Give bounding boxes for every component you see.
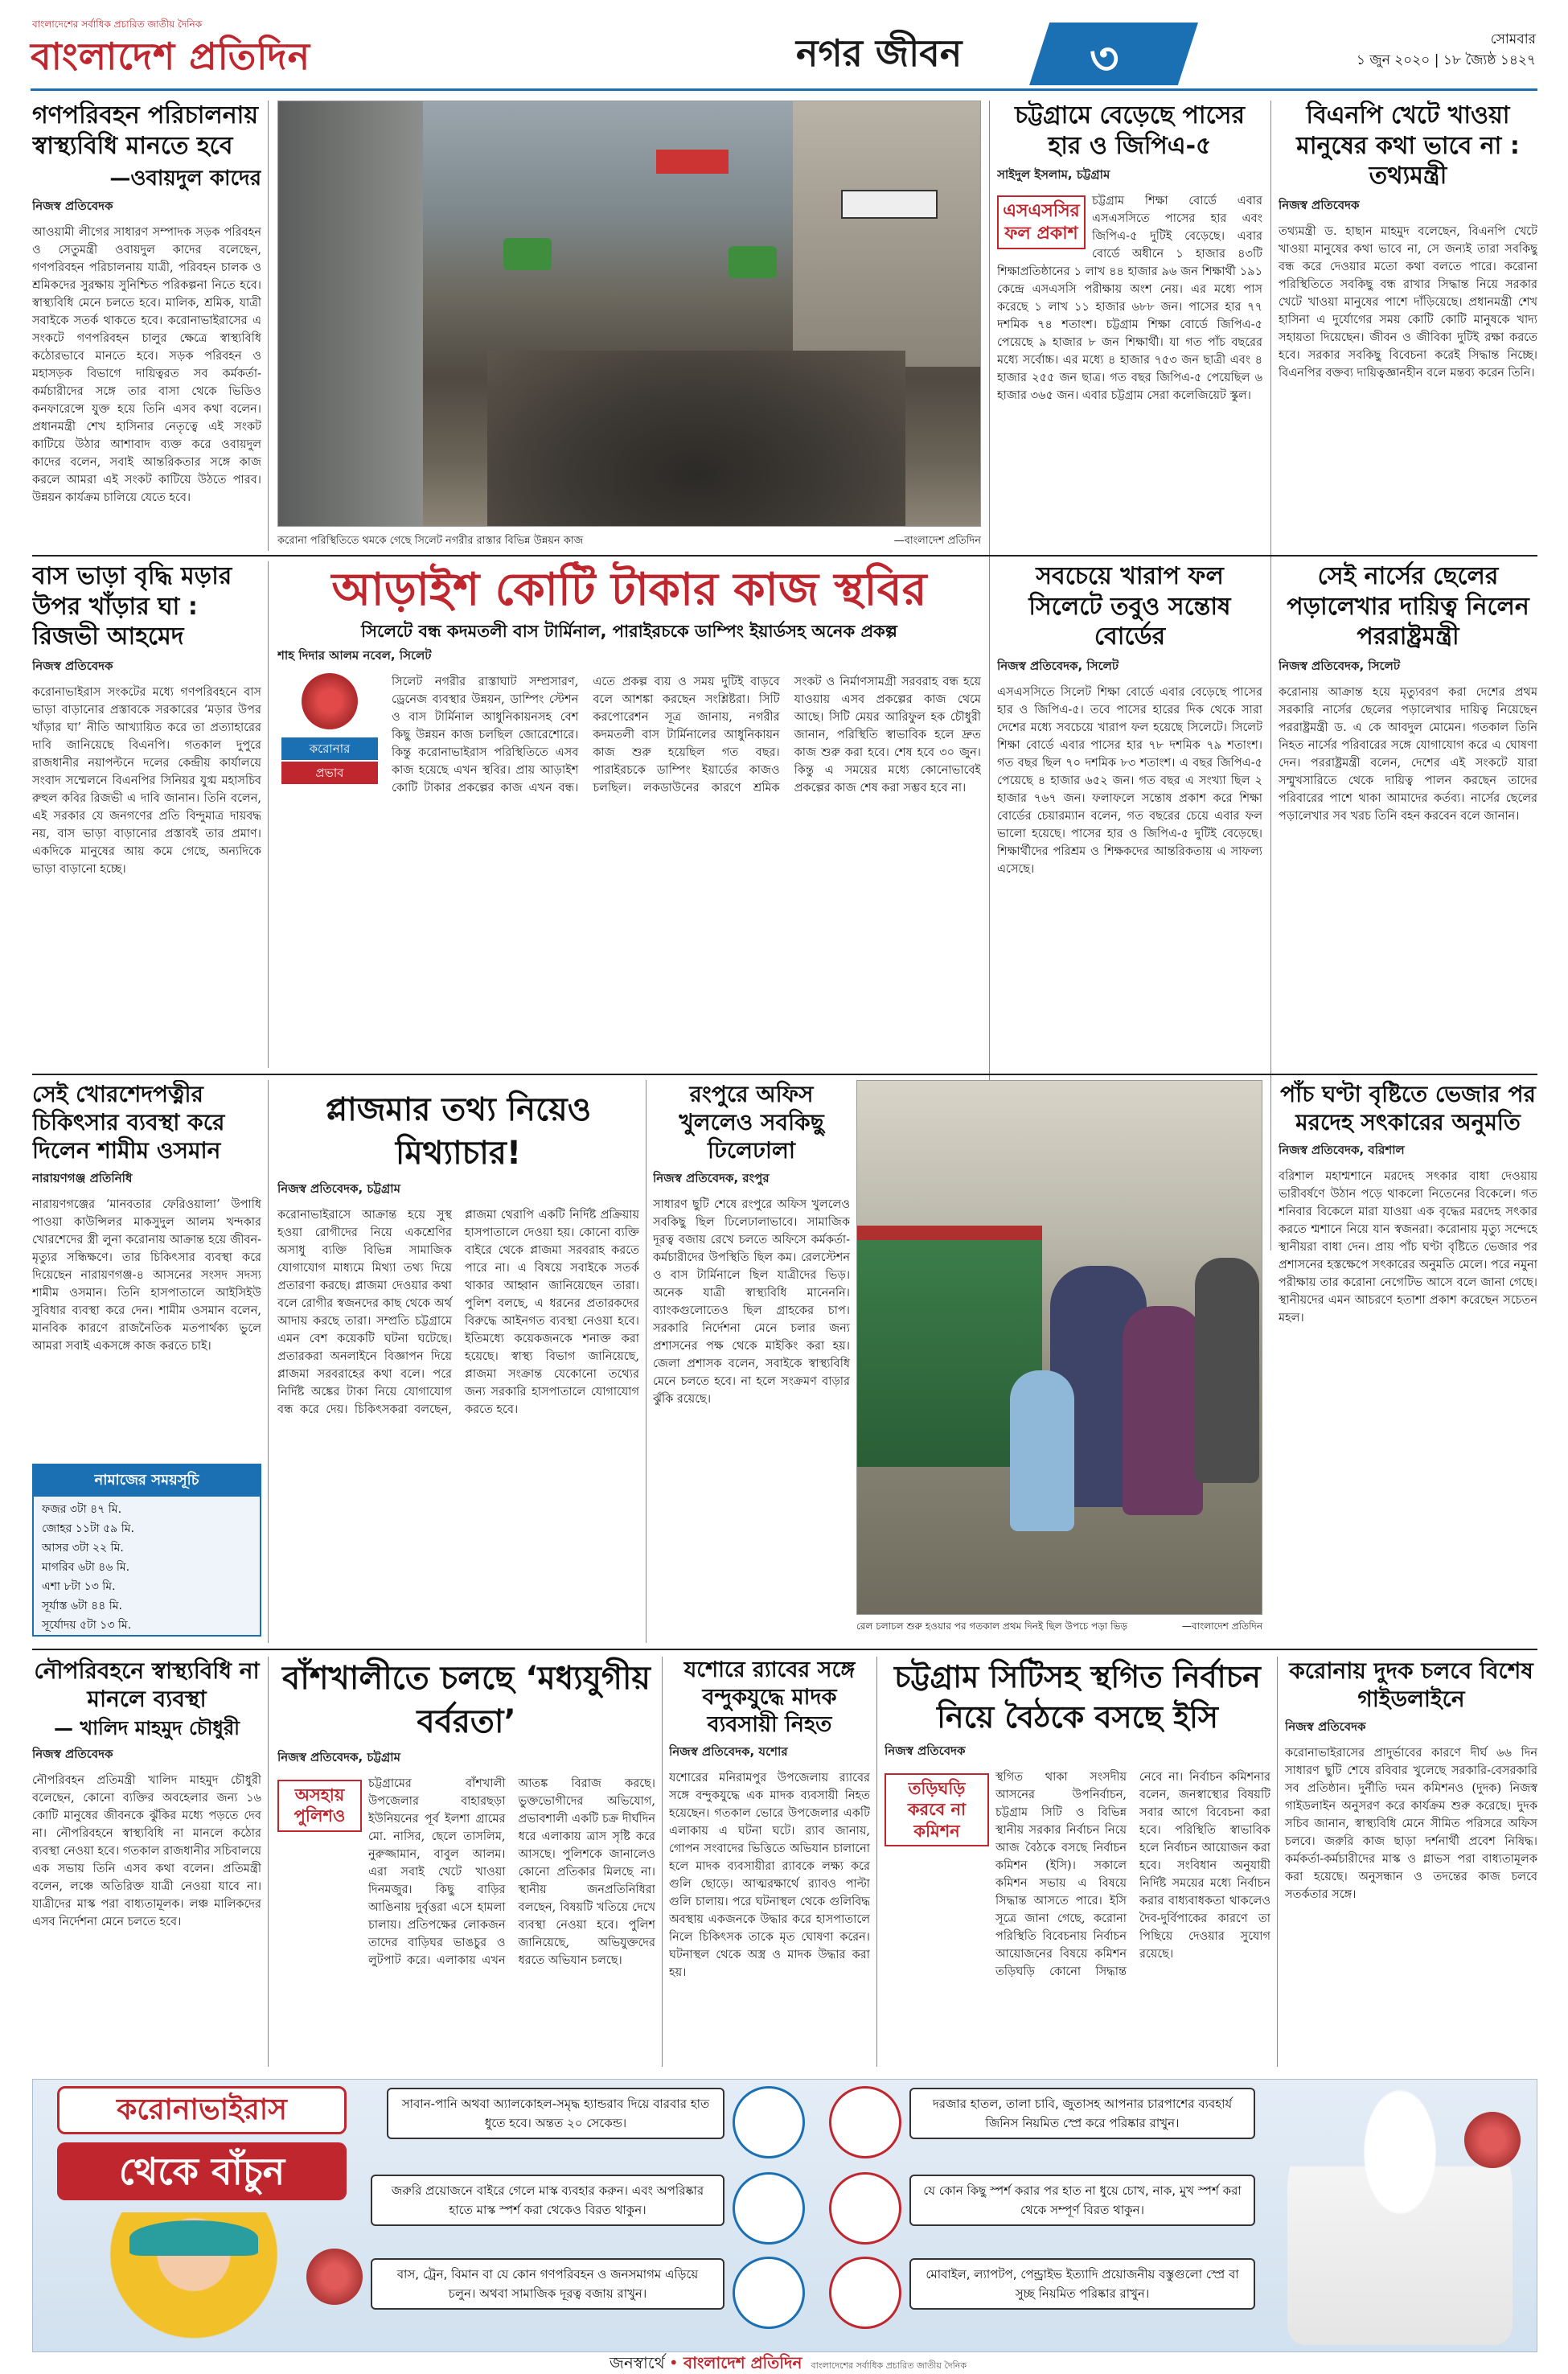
lead-subhead: সিলেটে বন্ধ কদমতলী বাস টার্মিনাল, পারাইরচকে ডাম্পিং ইয়ার্ডসহ অনেক প্রকল্প bbox=[361, 622, 897, 641]
article-body: তথ্যমন্ত্রী ড. হাছান মাহমুদ বলেছেন, বিএনপি খেটে খাওয়া মানুষের কথা ভাবে না, সে জন্যই তারা সবকিছু বন্ধ করে দেওয়ার মতো কথা বলতে পারে। করোনা পরিস্থিতিতে সবকিছু বন্ধ রাখার সিদ্ধান্ত নিয়ে সরকার খেটে খাওয়া মানুষের পাশে দাঁড়িয়েছে। প্রধানমন্ত্রী শেখ হাসিনা এ দুর্যোগের সময় কোটি কোটি মানুষকে খাদ্য সহায়তা দিয়েছেন। জীবন ও জীবিকা দুটিই রক্ষা করতে হবে। সরকার সবকিছু বিবেচনা করেই সিদ্ধান্ত নিচ্ছে। বিএনপির বক্তব্য দায়িত্বজ্ঞানহীন বলে মন্তব্য করেন তিনি। bbox=[1279, 224, 1537, 380]
article-byline: নিজস্ব প্রতিবেদক, সিলেট bbox=[1279, 658, 1401, 673]
article-headline: চট্টগ্রামে বেড়েছে পাসের হার ও জিপিএ-৫ bbox=[1015, 101, 1245, 160]
article-inset-label: তড়িঘড়ি করবে না কমিশন bbox=[885, 1773, 989, 1846]
article-byline: নারায়ণগঞ্জ প্রতিনিধি bbox=[32, 1171, 133, 1185]
article-body: বরিশাল মহাশ্মশানে মরদেহ সৎকার বাধা দেওয়ায় ভারীবর্ষণে উঠান পড়ে থাকলো নিতেনের বিকেলে। গত শনিবার বিকেলে মারা যাওয়া এক বৃদ্ধের মরদেহ সৎকার করতে শ্মশানে নিয়ে যান স্বজনরা। করোনায় মৃত্যু সন্দেহে স্থানীয়রা বাধা দেন। প্রায় পাঁচ ঘণ্টা বৃষ্টিতে ভেজার পর প্রশাসনের হস্তক্ষেপে সৎকারের অনুমতি মেলে। পরে নমুনা পরীক্ষায় তার করোনা নেগেটিভ আসে বলে জানা গেছে। স্থানীয়দের এমন আচরণে হতাশা প্রকাশ করেছেন সচেতন মহল। bbox=[1279, 1170, 1537, 1325]
ad-coronavirus bbox=[32, 2079, 1537, 2352]
article-body: এসএসসিতে সিলেট শিক্ষা বোর্ডে এবার বেড়েছে পাসের হার ও জিপিএ-৫। তবে পাসের হারের দিক থেকে সারা দেশের মধ্যে সবচেয়ে খারাপ ফল হয়েছে সিলেটে। সিলেট শিক্ষা বোর্ডে এবার পাসের হার ৭৮ দশমিক ৭৯ শতাংশ। গত বছর ছিল ৭০ দশমিক ৮৩ শতাংশ। এ বছর জিপিএ-৫ পেয়েছে ৪ হাজার ৬৫২ জন। গত বছর এ সংখ্যা ছিল ২ হাজার ৭৬৭ জন। ফলাফলে সন্তোষ প্রকাশ করে শিক্ষা বোর্ডের চেয়ারম্যান বলেন, গত বছরের চেয়ে এবার ফল ভালো হয়েছে। পাসের হার ও জিপিএ-৫ দুটিই বেড়েছে। শিক্ষার্থীদের পরিশ্রম ও শিক্ষকদের আন্তরিকতায় এ সাফল্য এসেছে। bbox=[997, 685, 1262, 876]
section-banner bbox=[764, 23, 1214, 87]
article-body: নারায়ণগঞ্জের ‘মানবতার ফেরিওয়ালা’ উপাধি পাওয়া কাউন্সিলর মাকসুদুল আলম খন্দকার খোরশেদের স্ত্রী লুনা করোনায় আক্রান্ত হয়ে জীবন-মৃত্যুর সন্ধিক্ষণে। তার চিকিৎসার ব্যবস্থা করে দিয়েছেন নারায়ণগঞ্জ-৪ আসনের সংসদ সদস্য শামীম ওসমান। তিনি হাসপাতালে আইসিইউ সুবিধার ব্যবস্থা করে দেন। শামীম ওসমান বলেন, মানবিক কারণে রাজনৈতিক মতপার্থক্য ভুলে আমরা সবাই একসঙ্গে কাজ করতে চাই। bbox=[32, 1198, 261, 1353]
ad-tip-clean-devices: মোবাইল, ল্যাপটপ, পেন্ড্রাইভ ইত্যাদি প্রয়োজনীয় বস্তুগুলো স্প্রে বা সুচ্ছ নিয়মিত পরিষ্কার রাখুন। bbox=[909, 2258, 1255, 2310]
article-rangpur-office bbox=[653, 1080, 850, 1643]
photo-shop-sign bbox=[656, 150, 729, 174]
article-headline: বাস ভাড়া বৃদ্ধি মড়ার উপর খাঁড়ার ঘা : রিজভী আহমেদ bbox=[32, 562, 232, 651]
article-river-transport bbox=[32, 1657, 261, 2067]
article-info-minister bbox=[1279, 101, 1537, 551]
section-label: নগর জীবন bbox=[796, 31, 963, 75]
article-body: করোনায় আক্রান্ত হয়ে মৃত্যুবরণ করা দেশের প্রথম সরকারি নার্সের ছেলের পড়ালেখার দায়িত্ব নিয়েছেন পররাষ্ট্রমন্ত্রী ড. এ কে আবদুল মোমেন। গতকাল তিনি নিহত নার্সের পরিবারের সঙ্গে যোগাযোগ করে এ ঘোষণা দেন। পররাষ্ট্রমন্ত্রী বলেন, দেশের এই সংকটে যারা সম্মুখসারিতে থেকে দায়িত্ব পালন করছেন তাদের পরিবারের পাশে থাকা আমাদের কর্তব্য। নার্সের ছেলের পড়ালেখার সব খরচ তিনি বহন করবেন বলে জানান। bbox=[1279, 685, 1537, 823]
photo-cng-vehicle bbox=[503, 238, 552, 270]
photo-cng-vehicle bbox=[729, 246, 777, 278]
ad-title-2: থেকে বাঁচুন bbox=[57, 2142, 347, 2200]
ad-footer-left: জনস্বার্থে bbox=[609, 2353, 665, 2372]
article-headline: প্লাজমার তথ্য নিয়েও মিথ্যাচার! bbox=[325, 1091, 592, 1172]
prayer-times-list bbox=[34, 1497, 260, 1638]
article-byline: নিজস্ব প্রতিবেদক, রংপুর bbox=[653, 1171, 770, 1185]
ad-tip-handwash: সাবান-পানি অথবা অ্যালকোহল-সমৃদ্ধ হ্যান্ডরাব দিয়ে বারবার হাত ধুতে হবে। অন্তত ২০ সেকেন্ড। bbox=[387, 2088, 724, 2139]
ad-cap bbox=[129, 2220, 258, 2256]
article-headline: রংপুরে অফিস খুললেও সবকিছু ঢিলেঢালা bbox=[679, 1081, 824, 1164]
article-byline: নিজস্ব প্রতিবেদক bbox=[32, 198, 113, 213]
lead-graphic bbox=[277, 673, 382, 794]
photo-person bbox=[1123, 1306, 1203, 1515]
prayer-time-row: জোহর ১১টা ৫৯ মি. bbox=[42, 1522, 134, 1535]
ad-tip-no-touch: যে কোন কিছু স্পর্শ করার পর হাত না ধুয়ে চোখ, নাক, মুখ স্পর্শ করা থেকে সম্পূর্ণ বিরত থাকুন। bbox=[909, 2175, 1255, 2226]
photo-caption-text: করোনা পরিস্থিতিতে থমকে গেছে সিলেট নগরীর রাস্তার বিভিন্ন উন্নয়ন কাজ bbox=[277, 535, 584, 547]
article-body: করোনাভাইরাসের প্রাদুর্ভাবের কারণে দীর্ঘ ৬৬ দিন সাধারণ ছুটি শেষে রবিবার খুলেছে সরকারি-বেসরকারি সব প্রতিষ্ঠান। দুর্নীতি দমন কমিশনও (দুদক) নিজস্ব গাইডলাইন অনুসরণ করে কার্যক্রম শুরু করেছে। দুদক সচিব জানান, স্বাস্থ্যবিধি মেনে সীমিত পরিসরে অফিস চলবে। জরুরি কাজ ছাড়া দর্শনার্থী প্রবেশ নিষিদ্ধ। কর্মকর্তা-কর্মচারীদের মাস্ক ও গ্লাভস পরা বাধ্যতামূলক করা হয়েছে। অনুসন্ধান ও তদন্তের কাজ চলবে সতর্কতার সঙ্গে। bbox=[1285, 1747, 1537, 1901]
page-number: ৩ bbox=[1090, 33, 1119, 85]
row-rule bbox=[32, 1649, 1537, 1650]
article-body: যশোরের মনিরামপুর উপজেলায় র‍্যাবের সঙ্গে বন্দুকযুদ্ধে এক মাদক ব্যবসায়ী নিহত হয়েছেন। গতকাল ভোরে উপজেলার একটি এলাকায় এ ঘটনা ঘটে। র‍্যাব জানায়, গোপন সংবাদের ভিত্তিতে অভিযান চালানো হলে মাদক ব্যবসায়ীরা র‍্যাবকে লক্ষ্য করে গুলি ছোড়ে। আত্মরক্ষার্থে র‍্যাবও পাল্টা গুলি চালায়। পরে ঘটনাস্থল থেকে গুলিবিদ্ধ অবস্থায় একজনকে উদ্ধার করে হাসপাতালে নিলে চিকিৎসক তাকে মৃত ঘোষণা করেন। ঘটনাস্থল থেকে অস্ত্র ও মাদক উদ্ধার করা হয়। bbox=[669, 1772, 870, 1980]
article-body: সিলেট নগরীর রাস্তাঘাট সম্প্রসারণ, ড্রেনেজ ব্যবস্থার উন্নয়ন, ডাম্পিং স্টেশন ও বাস টার্মিনাল আধুনিকায়নসহ বেশ কিছু উন্নয়ন কাজ চলছিল জোরেশোরে। কিন্তু করোনাভাইরাস পরিস্থিতিতে এসব কাজ হয়েছে এখন স্থবির। প্রায় আড়াইশ কোটি টাকার প্রকল্পের কাজ এখন বন্ধ। এতে প্রকল্প ব্যয় ও সময় দুটিই বাড়বে বলে আশঙ্কা করছেন সংশ্লিষ্টরা। সিটি করপোরেশন সূত্র জানায়, নগরীর কদমতলী বাস টার্মিনালের আধুনিকায়ন কাজ শুরু হয়েছিল গত বছর। পারাইরচকে ডাম্পিং ইয়ার্ডের কাজও চলছিল। লকডাউনের কারণে শ্রমিক সংকট ও নির্মাণসামগ্রী সরবরাহ বন্ধ হয়ে যাওয়ায় এসব প্রকল্পের কাজ থেমে আছে। সিটি মেয়র আরিফুল হক চৌধুরী জানান, পরিস্থিতি স্বাভাবিক হলে দ্রুত কাজ শুরু করা হবে। শেষ হবে ৩০ জুন। কিন্তু এ সময়ের মধ্যে কোনোভাবেই প্রকল্পের কাজ শেষ করা সম্ভব হবে না। bbox=[392, 676, 981, 795]
article-nurse-son bbox=[1279, 561, 1537, 1068]
column-rule bbox=[268, 101, 269, 551]
ad-title-1: করোনাভাইরাস bbox=[57, 2086, 347, 2134]
article-headline: চট্টগ্রাম সিটিসহ স্থগিত নির্বাচন নিয়ে বৈঠকে বসছে ইসি bbox=[894, 1659, 1261, 1735]
article-quote: —ওবায়দুল কাদের bbox=[109, 166, 261, 191]
article-headline: নৌপরিবহনে স্বাস্থ্যবিধি না মানলে ব্যবস্থা bbox=[34, 1657, 260, 1712]
ad-tip-avoid-crowd: বাস, ট্রেন, বিমান বা যে কোন গণপরিবহন ও জনসমাগম এড়িয়ে চলুন। অথবা সামাজিক দূরত্ব বজায় রাখুন। bbox=[371, 2258, 724, 2310]
photo-shop-sign bbox=[841, 190, 938, 219]
article-headline: গণপরিবহন পরিচালনায় স্বাস্থ্যবিধি মানতে হবে bbox=[32, 101, 259, 160]
ad-tip-spray: দরজার হাতল, তালা চাবি, জুতাসহ আপনার চারপাশের ব্যবহার্য জিনিস নিয়মিত স্প্রে করে পরিষ্কার রাখুন। bbox=[909, 2088, 1255, 2139]
row-rule bbox=[32, 1074, 1537, 1075]
article-headline: সবচেয়ে খারাপ ফল সিলেটে তবুও সন্তোষ বোর্ডের bbox=[1028, 562, 1231, 651]
row-rule bbox=[32, 555, 1537, 557]
masthead-name: বাংলাদেশ প্রতিদিন bbox=[31, 35, 311, 78]
no-touch-face-icon bbox=[829, 2172, 901, 2245]
article-inset-label: অসহায় পুলিশও bbox=[277, 1780, 362, 1832]
article-headline: বাঁশখালীতে চলছে ‘মধ্যযুগীয় বর্বরতা’ bbox=[282, 1660, 651, 1740]
photo-caption bbox=[277, 533, 981, 550]
article-body: করোনাভাইরাস সংকটের মধ্যে গণপরিবহনে বাস ভাড়া বাড়ানোর প্রস্তাবকে সরকারের ‘মড়ার উপর খাঁড়ার ঘা’ নীতি আখ্যায়িত করে তা প্রত্যাহারের দাবি জানিয়েছে বিএনপি। গতকাল দুপুরে রাজধানীর নয়াপল্টনে দলের কেন্দ্রীয় কার্যালয়ে সংবাদ সম্মেলনে বিএনপির সিনিয়র যুগ্ম মহাসচিব রুহুল কবির রিজভী এ দাবি জানান। তিনি বলেন, এই সরকার যে জনগণের প্রতি বিন্দুমাত্র দায়বদ্ধ নয়, বাস ভাড়া বাড়ানোর প্রস্তাবই তার প্রমাণ। একদিকে মানুষের আয় কমে গেছে, অন্যদিকে ভাড়া বাড়ানো হচ্ছে। bbox=[32, 685, 261, 876]
graphic-label-2: প্রভাব bbox=[281, 762, 378, 784]
column-rule bbox=[662, 1657, 663, 2067]
article-byline: নিজস্ব প্রতিবেদক, চট্টগ্রাম bbox=[277, 1181, 400, 1196]
lead-headline: আড়াইশ কোটি টাকার কাজ স্থবির bbox=[331, 564, 927, 616]
article-sylhet-results bbox=[997, 561, 1262, 1068]
photo-trench bbox=[487, 351, 905, 527]
article-headline: পাঁচ ঘণ্টা বৃষ্টিতে ভেজার পর মরদেহ সৎকারের অনুমতি bbox=[1280, 1081, 1536, 1136]
article-body: করোনাভাইরাসে আক্রান্ত হয়ে সুস্থ হওয়া রোগীদের নিয়ে একশ্রেণির অসাধু ব্যক্তি বিভিন্ন সামাজিক যোগাযোগ মাধ্যমে মিথ্যা তথ্য দিয়ে প্রতারণা করছে। প্লাজমা দেওয়ার কথা বলে রোগীর স্বজনদের কাছ থেকে অর্থ আদায় করছে তারা। সম্প্রতি চট্টগ্রামে এমন বেশ কয়েকটি ঘটনা ঘটেছে। প্রতারকরা অনলাইনে বিজ্ঞাপন দিয়ে প্লাজমা সরবরাহের কথা বলে। পরে নির্দিষ্ট অঙ্কের টাকা নিয়ে যোগাযোগ বন্ধ করে দেয়। চিকিৎসকরা বলছেন, প্লাজমা থেরাপি একটি নির্দিষ্ট প্রক্রিয়ায় হাসপাতালে দেওয়া হয়। কোনো ব্যক্তি বাইরে থেকে প্লাজমা সরবরাহ করতে পারে না। এ বিষয়ে সবাইকে সতর্ক থাকার আহ্বান জানিয়েছেন তারা। পুলিশ বলছে, এ ধরনের প্রতারকদের বিরুদ্ধে আইনগত ব্যবস্থা নেওয়া হবে। ইতিমধ্যে কয়েকজনকে শনাক্ত করা হয়েছে। স্বাস্থ্য বিভাগ জানিয়েছে, প্লাজমা সংক্রান্ত যেকোনো তথ্যের জন্য সরকারি হাসপাতালে যোগাযোগ করতে হবে। bbox=[277, 1209, 639, 1416]
article-byline: নিজস্ব প্রতিবেদক bbox=[32, 1747, 113, 1761]
article-body: চট্টগ্রাম শিক্ষা বোর্ডে এবার এসএসসিতে পাসের হার এবং জিপিএ-৫ দুটিই বেড়েছে। এবার বোর্ডে অধীনে ১ হাজার ৪৩টি শিক্ষাপ্রতিষ্ঠানের ১ লাখ ৪৪ হাজার ৯৬ জন শিক্ষার্থী ১৯১ কেন্দ্রে এসএসসি পরীক্ষায় অংশ নেয়। এর মধ্যে পাস করেছে ১ লাখ ১১ হাজার ৬৮৮ জন। পাসের হার ৭৭ দশমিক ৭৪ শতাংশ। চট্টগ্রাম শিক্ষা বোর্ডে জিপিএ-৫ পেয়েছে ৯ হাজার ৮ জন শিক্ষার্থী। যা গত পাঁচ বছরের মধ্যে সর্বোচ্চ। এর মধ্যে ৪ হাজার ৭৫৩ জন ছাত্রী এবং ৪ হাজার ২৫৫ জন ছাত্র। গত বছর জিপিএ-৫ পেয়েছিল ৬ হাজার ৩৬৫ জন। এবার চট্টগ্রাম সেরা কলেজিয়েট স্কুল। bbox=[997, 195, 1262, 402]
column-rule bbox=[1270, 101, 1271, 1251]
article-byline: শাহ দিদার আলম নবেল, সিলেট bbox=[277, 648, 432, 663]
article-bus-fare bbox=[32, 561, 261, 1060]
article-body: চট্টগ্রামের বাঁশখালী উপজেলার বাহারছড়া ইউনিয়নের পূর্ব ইলশা গ্রামের মো. নাসির, ছেলে তাসলিম, নুরুজ্জামান, বাবুল আলম। এরা সবাই খেটে খাওয়া দিনমজুর। কিছু বাড়ির আঙিনায় দুর্বৃত্তরা এসে হামলা চালায়। প্রতিপক্ষের লোকজন তাদের বাড়িঘর ভাঙচুর ও লুটপাট করে। এলাকায় এখন আতঙ্ক বিরাজ করছে। ভুক্তভোগীদের অভিযোগ, প্রভাবশালী একটি চক্র দীর্ঘদিন ধরে এলাকায় ত্রাস সৃষ্টি করে আসছে। পুলিশকে জানালেও কোনো প্রতিকার মিলছে না। স্থানীয় জনপ্রতিনিধিরা বলছেন, বিষয়টি খতিয়ে দেখে ব্যবস্থা নেওয়া হবে। পুলিশ জানিয়েছে, অভিযুক্তদের ধরতে অভিযান চলছে। bbox=[368, 1777, 655, 1967]
masthead-rule bbox=[31, 88, 1537, 91]
prayer-time-row: সূর্যাস্ত ৬টা ৪৪ মি. bbox=[42, 1600, 122, 1612]
article-ctg-results bbox=[997, 101, 1262, 551]
article-byline: নিজস্ব প্রতিবেদক, চট্টগ্রাম bbox=[277, 1750, 400, 1764]
article-ec-meeting bbox=[885, 1657, 1270, 2067]
photo-railway-crowd bbox=[856, 1080, 1262, 1615]
article-body: নৌপরিবহন প্রতিমন্ত্রী খালিদ মাহমুদ চৌধুরী বলেছেন, কোনো ব্যক্তির অবহেলার জন্য ১৬ কোটি মানুষের জীবনকে ঝুঁকির মধ্যে পড়তে দেব না। নৌপরিবহনে স্বাস্থ্যবিধি না মানলে কঠোর ব্যবস্থা নেওয়া হবে। গতকাল রাজধানীর সচিবালয়ে এক সভায় তিনি এসব কথা বলেন। প্রতিমন্ত্রী বলেন, লঞ্চে অতিরিক্ত যাত্রী নেওয়া যাবে না। যাত্রীদের মাস্ক পরা বাধ্যতামূলক। লঞ্চ মালিকদের এসব নির্দেশনা মেনে চলতে হবে। bbox=[32, 1774, 261, 1928]
transport-icon bbox=[733, 2257, 805, 2329]
article-byline: নিজস্ব প্রতিবেদক bbox=[885, 1744, 966, 1758]
column-rule bbox=[268, 1657, 269, 2067]
column-rule bbox=[989, 101, 990, 1251]
issue-date-text: ১ জুন ২০২০ | ১৮ জ্যৈষ্ঠ ১৪২৭ bbox=[1356, 52, 1536, 68]
article-byline: নিজস্ব প্রতিবেদক bbox=[1285, 1719, 1366, 1734]
article-byline: নিজস্ব প্রতিবেদক, সিলেট bbox=[997, 658, 1119, 673]
article-jessore-gunfight bbox=[669, 1657, 870, 2067]
prayer-time-row: মাগরিব ৬টা ৪৬ মি. bbox=[42, 1561, 130, 1574]
handwash-icon bbox=[733, 2086, 805, 2158]
masthead-logo bbox=[31, 18, 417, 87]
photo-sylhet-roadwork bbox=[277, 101, 981, 527]
prayer-time-row: এশা ৮টা ১৩ মি. bbox=[42, 1580, 116, 1593]
photo-child bbox=[1010, 1370, 1074, 1531]
article-body: স্থগিত থাকা সংসদীয় আসনের উপনির্বাচন, চট্টগ্রাম সিটি ও বিভিন্ন স্থানীয় সরকার নির্বাচন নিয়ে আজ বৈঠকে বসছে নির্বাচন কমিশন (ইসি)। সকালে কমিশন সভায় এ বিষয়ে সিদ্ধান্ত আসতে পারে। ইসি সূত্রে জানা গেছে, করোনা পরিস্থিতি বিবেচনায় নির্বাচন আয়োজনের বিষয়ে কমিশন তড়িঘড়ি কোনো সিদ্ধান্ত নেবে না। নির্বাচন কমিশনার বলেন, জনস্বাস্থ্যের বিষয়টি সবার আগে বিবেচনা করা হবে। পরিস্থিতি স্বাভাবিক হলে নির্বাচন আয়োজন করা হবে। সংবিধান অনুযায়ী নির্দিষ্ট সময়ের মধ্যে নির্বাচন করার বাধ্যবাধকতা থাকলেও দৈব-দুর্বিপাকের কারণে তা পিছিয়ে দেওয়ার সুযোগ রয়েছে। bbox=[995, 1771, 1270, 1978]
article-byline: সাইদুল ইসলাম, চট্টগ্রাম bbox=[997, 167, 1110, 182]
photo-building-left bbox=[278, 101, 423, 527]
article-khorshed-wife bbox=[32, 1080, 261, 1458]
article-byline: নিজস্ব প্রতিবেদক bbox=[1279, 197, 1360, 212]
mask-icon bbox=[733, 2172, 805, 2245]
photo-building-right bbox=[793, 101, 981, 367]
prayer-time-row: সূর্যোদয় ৫টা ১৩ মি. bbox=[42, 1619, 132, 1632]
photo-caption-text: রেল চলাচল শুরু হওয়ার পর গতকাল প্রথম দিনই ছিল উপচে পড়া ভিড় bbox=[856, 1620, 1128, 1632]
article-byline: নিজস্ব প্রতিবেদক, বরিশাল bbox=[1279, 1143, 1405, 1157]
article-banshkhali bbox=[277, 1657, 655, 2067]
prayer-times-title: নামাজের সময়সূচি bbox=[34, 1465, 260, 1497]
article-headline: বিএনপি খেটে খাওয়া মানুষের কথা ভাবে না : তথ্যমন্ত্রী bbox=[1296, 101, 1520, 190]
issue-date bbox=[1246, 29, 1536, 71]
article-barishal-cremation bbox=[1279, 1080, 1537, 1643]
article-headline: করোনায় দুদক চলবে বিশেষ গাইডলাইনে bbox=[1289, 1657, 1533, 1712]
prayer-times-box bbox=[32, 1464, 261, 1637]
article-byline: নিজস্ব প্রতিবেদক bbox=[32, 658, 113, 673]
prayer-time-row: আসর ৩টা ২২ মি. bbox=[42, 1542, 124, 1555]
virus-icon bbox=[302, 673, 358, 729]
article-headline: যশোরে র‍্যাবের সঙ্গে বন্দুকযুদ্ধে মাদক ব্যবসায়ী নিহত bbox=[683, 1657, 856, 1737]
prayer-time-row: ফজর ৩টা ৪৭ মি. bbox=[42, 1503, 122, 1516]
column-rule bbox=[876, 1657, 877, 2067]
column-rule bbox=[1277, 1657, 1278, 2067]
article-lead-work-stalled bbox=[277, 561, 981, 1068]
device-clean-icon bbox=[829, 2257, 901, 2329]
ad-footer-name: বাংলাদেশ প্রতিদিন bbox=[683, 2353, 802, 2372]
masthead-tagline: বাংলাদেশের সর্বাধিক প্রচারিত জাতীয় দৈনিক bbox=[32, 18, 417, 34]
photo-person bbox=[1195, 1258, 1259, 1483]
article-byline: নিজস্ব প্রতিবেদক, যশোর bbox=[669, 1744, 788, 1760]
article-headline: সেই নার্সের ছেলের পড়ালেখার দায়িত্ব নিলেন পররাষ্ট্রমন্ত্রী bbox=[1287, 562, 1529, 651]
photo-credit: —বাংলাদেশ প্রতিদিন bbox=[1181, 1620, 1262, 1632]
graphic-label-1: করোনার bbox=[281, 737, 378, 760]
article-plasma-lies bbox=[277, 1080, 639, 1643]
issue-day: সোমবার bbox=[1490, 31, 1536, 47]
spray-icon bbox=[829, 2086, 901, 2158]
photo-credit: —বাংলাদেশ প্রতিদিন bbox=[893, 535, 981, 547]
photo-caption bbox=[856, 1620, 1262, 1636]
virus-icon bbox=[306, 2249, 363, 2305]
article-quote: — খালিদ মাহমুদ চৌধুরী bbox=[53, 1717, 240, 1739]
article-inset-label: এসএসসির ফল প্রকাশ bbox=[997, 195, 1086, 249]
article-acc-guideline bbox=[1285, 1657, 1537, 2067]
column-rule bbox=[268, 561, 269, 1068]
article-headline: সেই খোরশেদপত্নীর চিকিৎসার ব্যবস্থা করে দিলেন শামীম ওসমান bbox=[32, 1081, 225, 1164]
ad-footer-tag: বাংলাদেশের সর্বাধিক প্রচারিত জাতীয় দৈনিক bbox=[811, 2360, 967, 2371]
ad-tip-mask: জরুরি প্রয়োজনে বাইরে গেলে মাস্ক ব্যবহার করুন। এবং অপরিষ্কার হাতে মাস্ক স্পর্শ করা থেকেও বিরত থাকুন। bbox=[371, 2175, 724, 2226]
ad-footer: জনস্বার্থে • বাংলাদেশ প্রতিদিন বাংলাদেশের সর্বাধিক প্রচারিত জাতীয় দৈনিক bbox=[609, 2353, 967, 2372]
virus-icon bbox=[1464, 2112, 1521, 2168]
article-body: আওয়ামী লীগের সাধারণ সম্পাদক সড়ক পরিবহন ও সেতুমন্ত্রী ওবায়দুল কাদের বলেছেন, গণপরিবহন পরিচালনায় যাত্রী, পরিবহন চালক ও শ্রমিকদের সুরক্ষায় সুনিশ্চিত পরিকল্পনা নিতে হবে। স্বাস্থ্যবিধি মেনে চলতে হবে। মালিক, শ্রমিক, যাত্রী সবাইকে সতর্ক থাকতে হবে। করোনাভাইরাসের এ সংকটে গণপরিবহন চালুর ক্ষেত্রে স্বাস্থ্যবিধি কঠোরভাবে মানতে হবে। সড়ক পরিবহন ও মহাসড়ক বিভাগে দায়িত্বরত সব কর্মকর্তা-কর্মচারীদের সঙ্গে তার বাসা থেকে ভিডিও কনফারেন্সে যুক্ত হয়ে তিনি এসব কথা বলেন। প্রধানমন্ত্রী শেখ হাসিনার নেতৃত্বে এই সংকট কাটিয়ে উঠার আশাবাদ ব্যক্ত করে ওবায়দুল কাদের বলেন, সবাই আন্তরিকতার সঙ্গে কাজ করলে আমরা এই সংকট কাটিয়ে উঠতে পারব। উন্নয়ন কার্যক্রম চালিয়ে যেতে হবে। bbox=[32, 225, 261, 504]
article-body: সাধারণ ছুটি শেষে রংপুরে অফিস খুললেও সবকিছু ছিল ঢিলেঢালাভাবে। সামাজিক দূরত্ব বজায় রেখে চলতে অফিসে কর্মকর্তা-কর্মচারীদের উপস্থিতি ছিল কম। রেলস্টেশন ও বাস টার্মিনালে ছিল যাত্রীদের ভিড়। অনেক যাত্রী স্বাস্থ্যবিধি মানেননি। ব্যাংকগুলোতেও ছিল গ্রাহকের চাপ। সরকারি নির্দেশনা মেনে চলার জন্য প্রশাসনের পক্ষ থেকে মাইকিং করা হয়। জেলা প্রশাসক বলেন, সবাইকে স্বাস্থ্যবিধি মেনে চলতে হবে। না হলে সংক্রমণ বাড়ার ঝুঁকি রয়েছে। bbox=[653, 1198, 850, 1406]
column-rule bbox=[268, 1080, 269, 1643]
